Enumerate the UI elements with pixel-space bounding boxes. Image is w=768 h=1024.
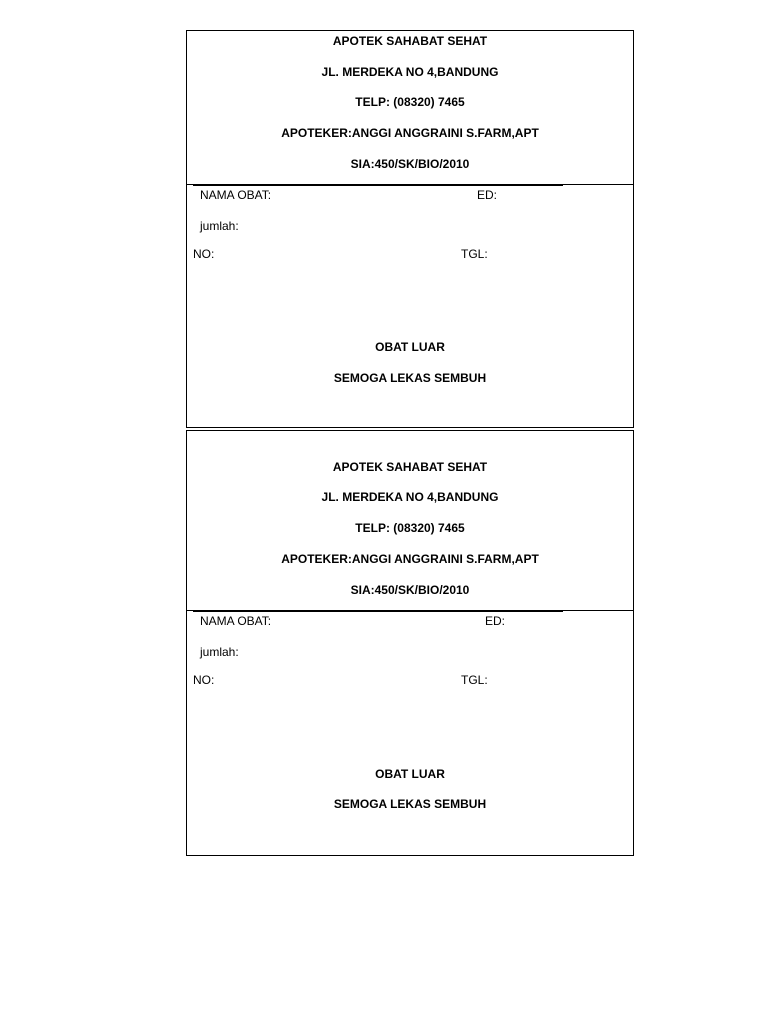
pharmacy-address: JL. MERDEKA NO 4,BANDUNG — [321, 65, 499, 79]
pharmacy-address: JL. MERDEKA NO 4,BANDUNG — [321, 490, 499, 504]
header-underline — [193, 610, 563, 612]
header-underline — [193, 184, 563, 186]
pharmacist-name: APOTEKER:ANGGI ANGGRAINI S.FARM,APT — [281, 126, 539, 140]
quantity-label: jumlah: — [200, 219, 239, 233]
expiry-label: ED: — [485, 614, 506, 628]
pharmacist-name: APOTEKER:ANGGI ANGGRAINI S.FARM,APT — [281, 552, 539, 566]
date-label: TGL: — [461, 673, 488, 687]
pharmacy-phone: TELP: (08320) 7465 — [355, 95, 465, 109]
quantity-label: jumlah: — [200, 645, 239, 659]
pharmacy-name: APOTEK SAHABAT SEHAT — [332, 34, 488, 48]
license-number: SIA:450/SK/BIO/2010 — [350, 157, 470, 171]
pharmacy-name: APOTEK SAHABAT SEHAT — [332, 460, 488, 474]
get-well-message: SEMOGA LEKAS SEMBUH — [333, 797, 487, 811]
medicine-label-1 — [186, 30, 634, 428]
number-label: NO: — [193, 673, 215, 687]
drug-name-label: NAMA OBAT: — [200, 188, 272, 202]
expiry-label: ED: — [477, 188, 498, 202]
medicine-label-2 — [186, 430, 634, 856]
pharmacy-phone: TELP: (08320) 7465 — [355, 521, 465, 535]
number-label: NO: — [193, 247, 215, 261]
usage-type: OBAT LUAR — [375, 767, 445, 781]
drug-name-label: NAMA OBAT: — [200, 614, 272, 628]
date-label: TGL: — [461, 247, 488, 261]
usage-type: OBAT LUAR — [375, 340, 445, 354]
license-number: SIA:450/SK/BIO/2010 — [350, 583, 470, 597]
get-well-message: SEMOGA LEKAS SEMBUH — [333, 371, 487, 385]
